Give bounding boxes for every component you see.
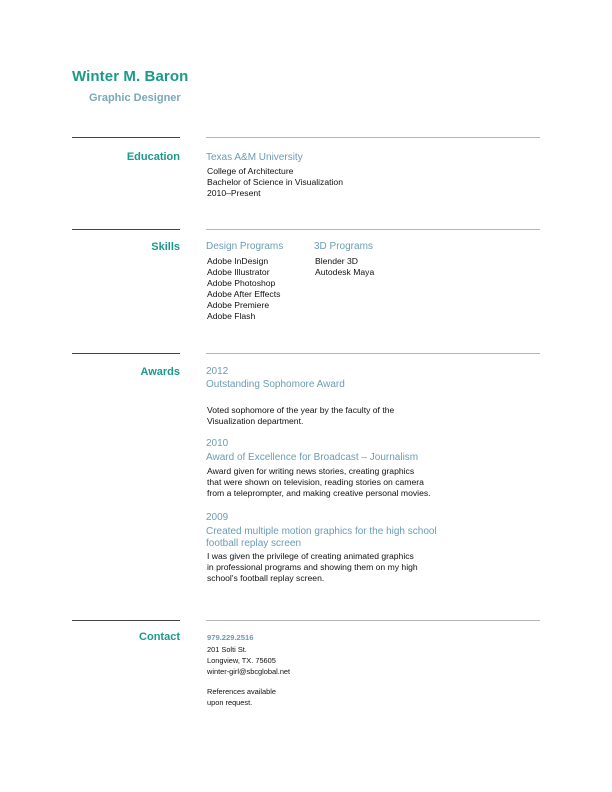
award-title: [206, 526, 437, 550]
address-line: 201 Solti St.: [207, 645, 247, 654]
award-title-line: Created multiple motion graphics for the high school: [206, 526, 437, 537]
skill-item: Adobe Flash: [207, 311, 256, 321]
award-description-line: in professional programs and showing them on my high: [207, 562, 418, 572]
skill-item: Adobe Photoshop: [207, 278, 276, 288]
awards-heading: Awards: [140, 366, 180, 378]
education-rule-right: [206, 137, 540, 138]
award-description-line: Award given for writing news stories, creating graphics: [207, 466, 415, 476]
contact-heading: Contact: [139, 631, 180, 643]
award-description-line: I was given the privilege of creating animated graphics: [207, 551, 414, 561]
education-details: [207, 166, 343, 199]
contact-email[interactable]: winter-girl@sbcglobal.net: [207, 667, 291, 676]
resume-name: Winter M. Baron: [72, 68, 189, 85]
award-title: Award of Excellence for Broadcast – Journalism: [206, 452, 419, 463]
education-heading: Education: [126, 151, 180, 163]
award-description-line: that were shown on television, reading stories on camera: [207, 477, 424, 487]
education-school: Texas A&M University: [206, 152, 303, 163]
award-description-line: school's football replay screen.: [207, 573, 325, 583]
award-title: Outstanding Sophomore Award: [206, 379, 345, 390]
3d-programs-list: [315, 256, 374, 278]
contact-rule-right: [206, 620, 540, 621]
job-title: Graphic Designer: [89, 92, 181, 104]
references-line: upon request.: [207, 698, 253, 707]
skill-item: Adobe InDesign: [207, 256, 269, 266]
contact-address: [207, 644, 276, 666]
contact-phone[interactable]: 979.229.2516: [207, 633, 254, 642]
skill-item: Blender 3D: [315, 256, 358, 266]
skill-item: Adobe After Effects: [207, 289, 281, 299]
education-line: 2010–Present: [207, 188, 261, 198]
award-year: 2010: [206, 438, 229, 449]
references-line: References available: [207, 687, 277, 696]
award-description: [207, 466, 431, 499]
award-year: 2009: [206, 512, 229, 523]
awards-rule-left: [72, 353, 180, 354]
education-line: College of Architecture: [207, 166, 294, 176]
references-note: [207, 686, 276, 708]
award-description-line: Visualization department.: [207, 416, 304, 426]
award-description: [207, 405, 394, 427]
award-description-line: from a teleprompter, and making creative personal movies.: [207, 488, 431, 498]
skills-heading: Skills: [151, 241, 180, 253]
skill-item: Adobe Premiere: [207, 300, 270, 310]
design-programs-list: [207, 256, 280, 322]
skills-rule-left: [72, 229, 180, 230]
education-rule-left: [72, 137, 180, 138]
skill-item: Autodesk Maya: [315, 267, 375, 277]
skills-column-title: Design Programs: [206, 241, 284, 252]
contact-rule-left: [72, 620, 180, 621]
award-description: [207, 551, 418, 584]
award-year: 2012: [206, 366, 229, 377]
address-line: Longview, TX. 75605: [207, 656, 276, 665]
award-title-line: football replay screen: [206, 538, 302, 549]
education-line: Bachelor of Science in Visualization: [207, 177, 343, 187]
skills-column-title: 3D Programs: [314, 241, 373, 252]
skill-item: Adobe Illustrator: [207, 267, 270, 277]
skills-rule-right: [206, 229, 540, 230]
award-description-line: Voted sophomore of the year by the faculty of the: [207, 405, 395, 415]
awards-rule-right: [206, 353, 540, 354]
